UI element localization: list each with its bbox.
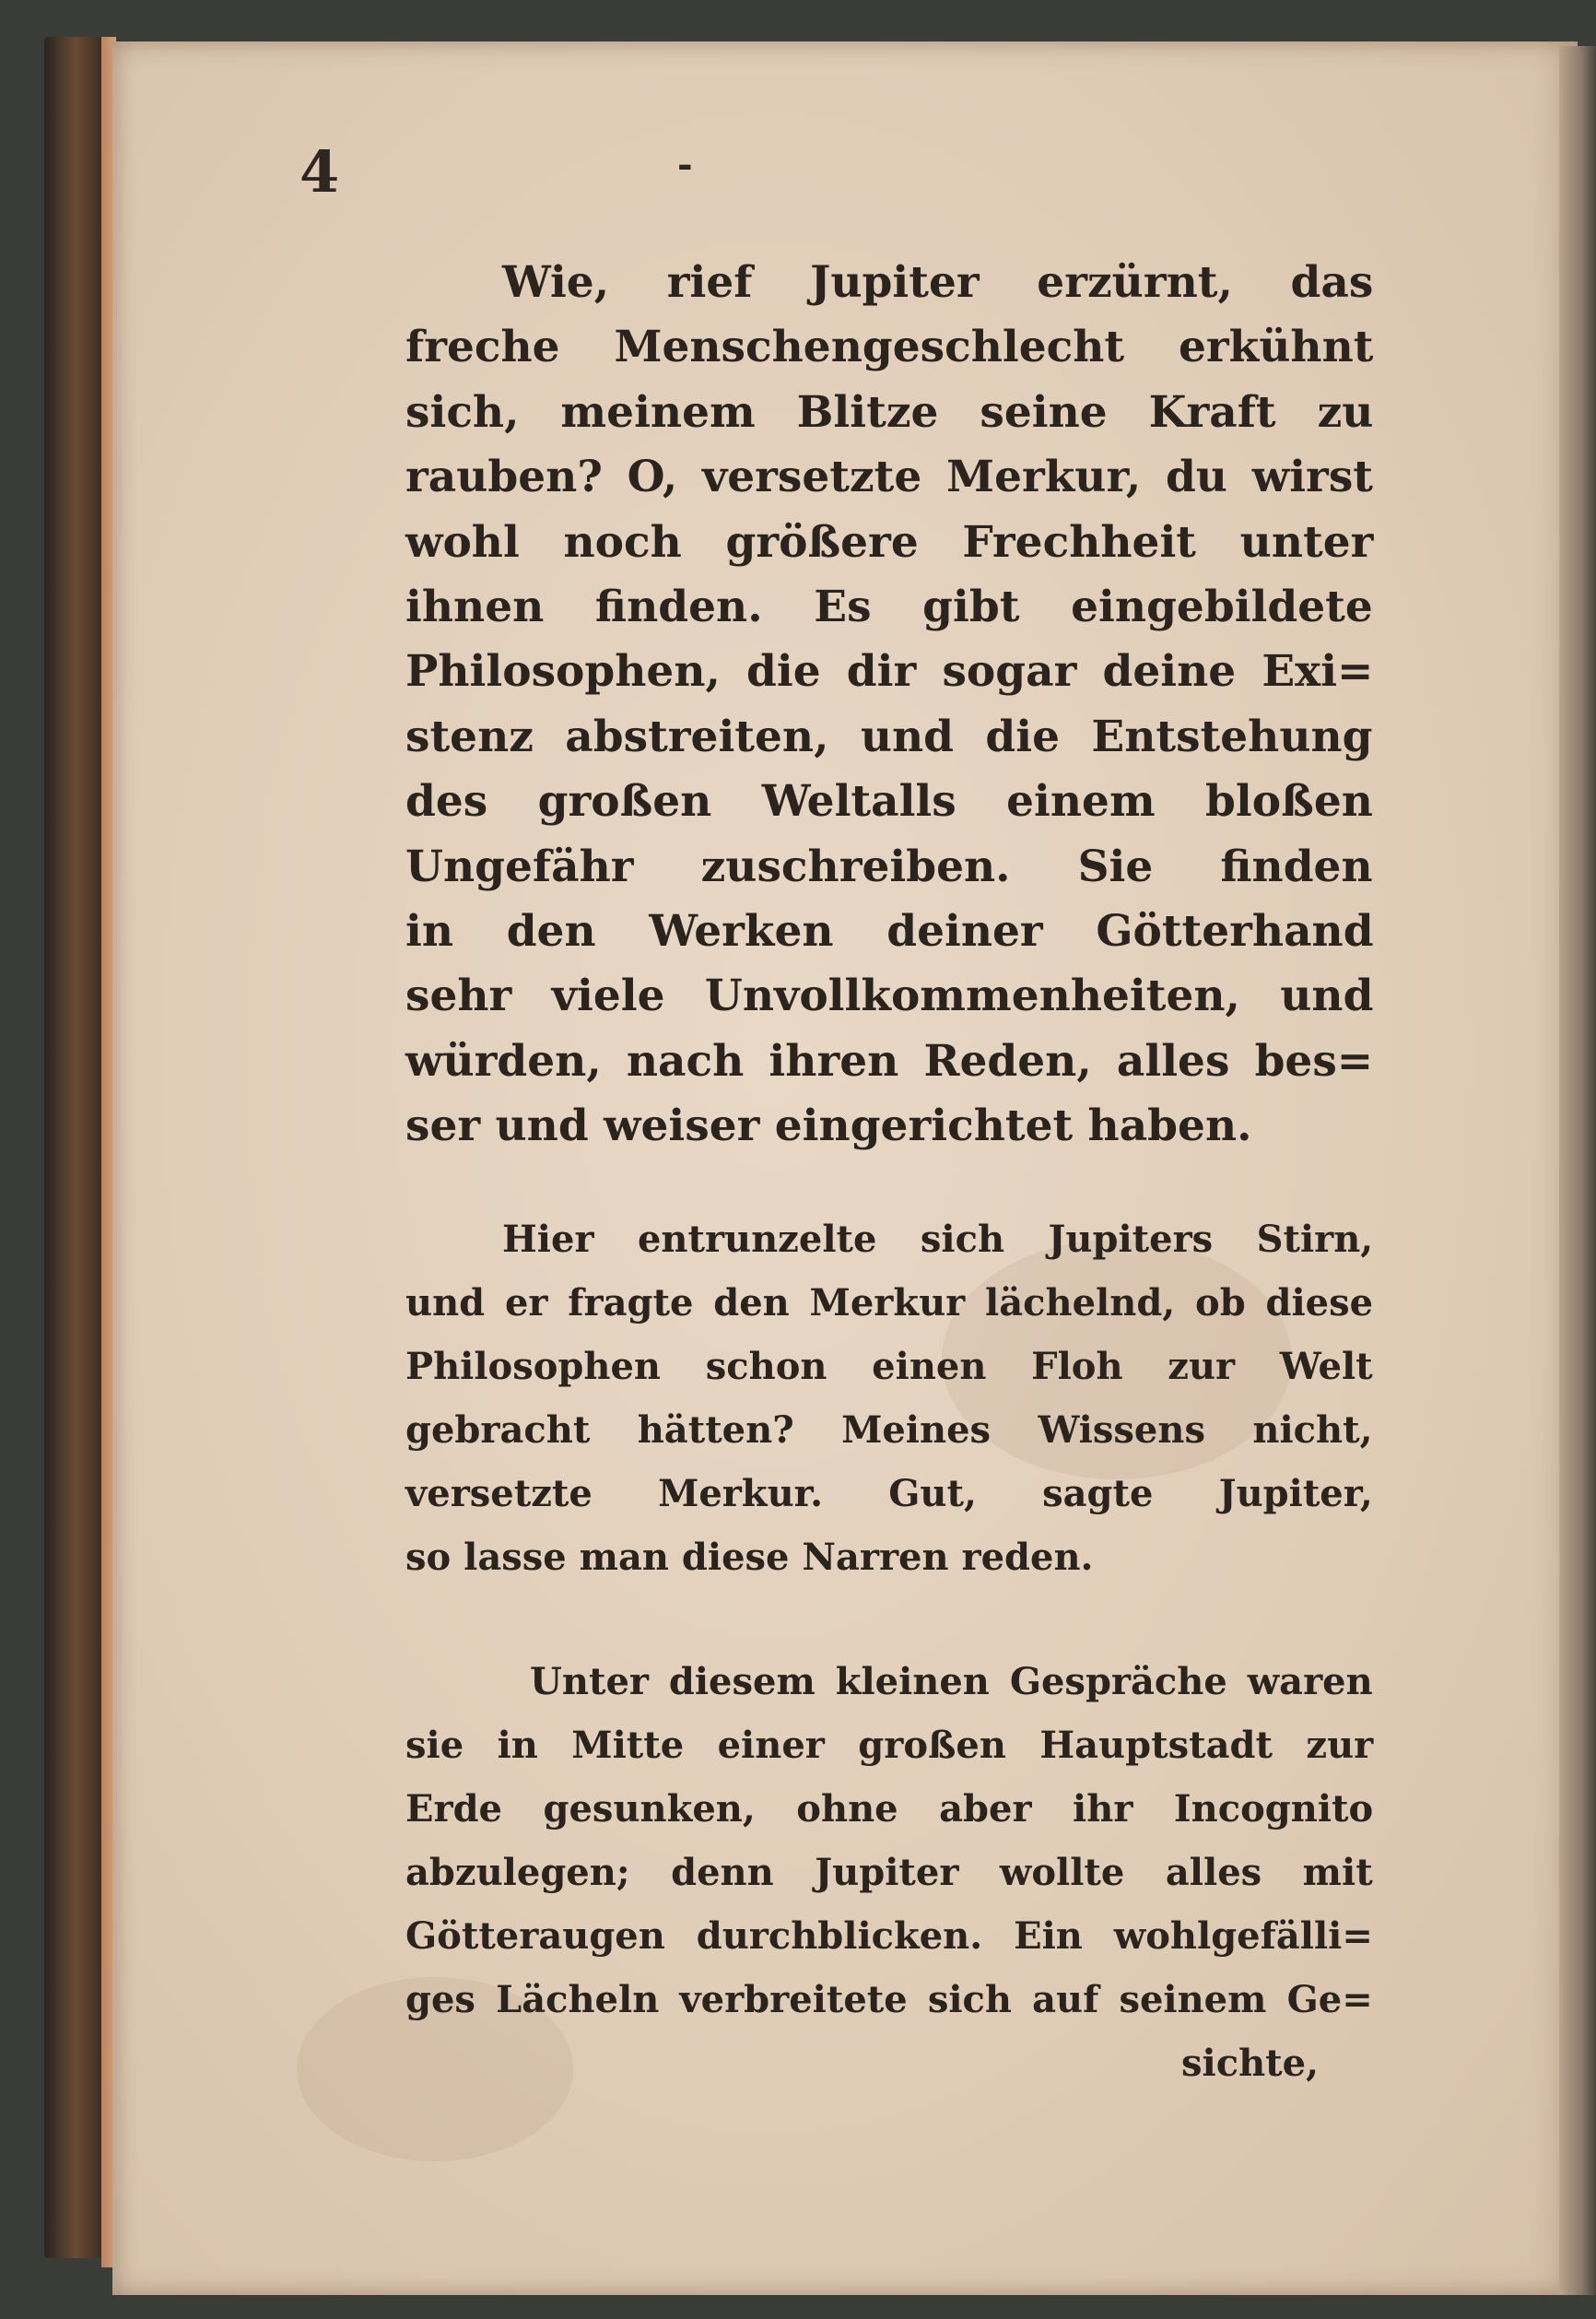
text-line: Erde gesunken, ohne aber ihr Incognito — [405, 1787, 1374, 1830]
text-line: des großen Weltalls einem bloßen — [405, 776, 1373, 828]
text-line: ihnen finden. Es gibt eingebildete — [405, 582, 1373, 633]
text-line: Philosophen schon einen Floh zur Welt — [405, 1345, 1373, 1388]
text-line: so lasse man diese Narren reden. — [405, 1536, 1094, 1579]
text-line: in den Werken deiner Götterhand — [405, 906, 1374, 958]
header-dash: - — [677, 143, 693, 186]
text-line: sich, meinem Blitze seine Kraft zu — [405, 386, 1374, 438]
text-line: sie in Mitte einer großen Hauptstadt zur — [405, 1724, 1374, 1767]
text-line: Unter diesem kleinen Gespräche waren — [530, 1660, 1373, 1703]
text-line: versetzte Merkur. Gut, sagte Jupiter, — [405, 1472, 1373, 1515]
text-line: Hier entrunzelte sich Jupiters Stirn, — [502, 1218, 1374, 1261]
page-number: 4 — [299, 138, 340, 206]
text-line: Philosophen, die dir sogar deine Exi= — [405, 646, 1374, 698]
text-line: stenz abstreiten, und die Entstehung — [405, 711, 1373, 762]
text-line: abzulegen; denn Jupiter wollte alles mit — [405, 1851, 1373, 1894]
text-line: und er fragte den Merkur lächelnd, ob diese — [405, 1281, 1374, 1324]
paragraph-2 — [405, 1207, 1373, 1589]
page-gutter — [1559, 46, 1596, 2295]
text-line: freche Menschengeschlecht erkühnt — [405, 322, 1374, 373]
catchword: sichte, — [1181, 2042, 1320, 2085]
text-line: ser und weiser eingerichtet haben. — [405, 1101, 1252, 1152]
paragraph-1 — [405, 251, 1373, 1160]
paragraph-3 — [405, 1650, 1373, 2031]
text-line: rauben? O, versetzte Merkur, du wirst — [405, 452, 1373, 503]
text-line: würden, nach ihren Reden, alles bes= — [405, 1035, 1374, 1087]
text-line: Götteraugen durchblicken. Ein wohlgefälli= — [405, 1914, 1373, 1958]
text-line: gebracht hätten? Meines Wissens nicht, — [405, 1408, 1373, 1452]
text-line: sehr viele Unvollkommenheiten, und — [405, 971, 1374, 1022]
text-line: wohl noch größere Frechheit unter — [405, 516, 1374, 568]
text-line: Ungefähr zuschreiben. Sie finden — [405, 841, 1373, 892]
book-spine — [44, 37, 101, 2258]
text-line: ges Lächeln verbreitete sich auf seinem Ge= — [405, 1978, 1373, 2021]
text-line: Wie, rief Jupiter erzürnt, das — [502, 257, 1374, 308]
